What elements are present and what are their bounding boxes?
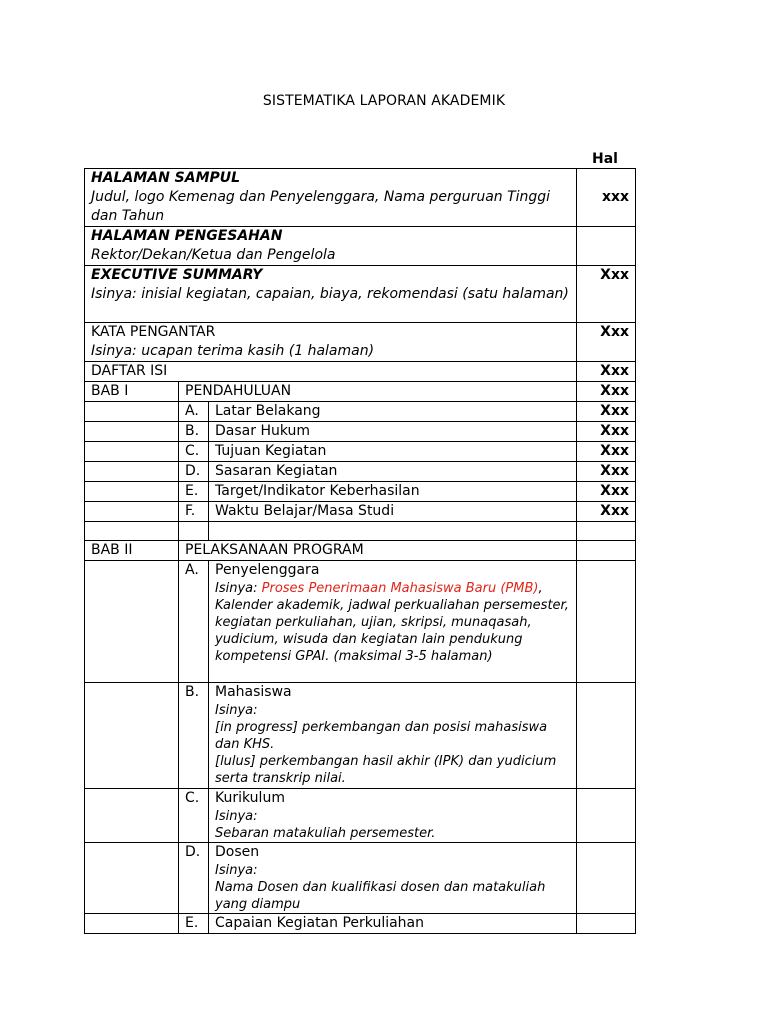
item-desc-prefix: Isinya: xyxy=(215,581,262,596)
bab2-label: BAB II xyxy=(85,541,179,561)
item-desc-line: Nama Dosen dan kualifikasi dosen dan matakuliah yang diampu xyxy=(215,880,546,912)
executive-summary-cell xyxy=(85,266,577,323)
item-letter: A. xyxy=(179,402,209,422)
item-page xyxy=(577,789,636,843)
item-text: Target/Indikator Keberhasilan xyxy=(209,482,577,502)
toc-row-bab2 xyxy=(85,541,636,561)
table-row xyxy=(85,789,636,843)
item-text: Dasar Hukum xyxy=(209,422,577,442)
empty-cell xyxy=(85,502,179,522)
item-page: Xxx xyxy=(577,482,636,502)
halaman-sampul-cell xyxy=(85,169,577,227)
toc-table xyxy=(84,168,636,934)
executive-summary-heading: EXECUTIVE SUMMARY xyxy=(91,267,263,283)
item-text: Kurikulum xyxy=(215,790,285,806)
item-desc-highlight: Proses Penerimaan Mahasiswa Baru (PMB) xyxy=(261,581,539,596)
item-text: Tujuan Kegiatan xyxy=(209,442,577,462)
item-desc-line: Sebaran matakuliah persemester. xyxy=(215,826,436,841)
item-page xyxy=(577,843,636,914)
blank-row xyxy=(85,522,636,541)
item-text: Dosen xyxy=(215,844,260,860)
item-page: Xxx xyxy=(577,422,636,442)
empty-cell xyxy=(577,522,636,541)
table-row xyxy=(85,843,636,914)
bab1-title: PENDAHULUAN xyxy=(179,382,577,402)
table-row xyxy=(85,442,636,462)
table-row xyxy=(85,482,636,502)
toc-row-bab1 xyxy=(85,382,636,402)
daftar-isi-heading: DAFTAR ISI xyxy=(85,362,577,382)
item-text-cell xyxy=(209,789,577,843)
kata-pengantar-desc: Isinya: ucapan terima kasih (1 halaman) xyxy=(91,343,375,359)
halaman-sampul-page: xxx xyxy=(577,169,636,227)
empty-cell xyxy=(209,522,577,541)
bab2-page xyxy=(577,541,636,561)
item-desc-rest: , Kalender akademik, jadwal perkualiahan persemester, kegiatan perkuliahan, ujian, skripsi, munaqasah, yudicium, wisuda dan kegiatan lain pendukung kompetensi GPAI. (maksimal 3-5 halaman) xyxy=(215,581,569,664)
item-letter: E. xyxy=(179,482,209,502)
item-text: Waktu Belajar/Masa Studi xyxy=(209,502,577,522)
table-row xyxy=(85,683,636,789)
halaman-pengesahan-cell xyxy=(85,227,577,266)
page-column-header: Hal xyxy=(592,151,618,167)
halaman-sampul-desc: Judul, logo Kemenag dan Penyelenggara, Nama perguruan Tinggi dan Tahun xyxy=(91,189,551,224)
item-page xyxy=(577,683,636,789)
bab1-label: BAB I xyxy=(85,382,179,402)
item-desc-line: Isinya: xyxy=(215,863,258,878)
item-letter: C. xyxy=(179,789,209,843)
item-page xyxy=(577,914,636,934)
item-desc-line: [in progress] perkembangan dan posisi mahasiswa dan KHS. xyxy=(215,720,548,752)
item-text: Capaian Kegiatan Perkuliahan xyxy=(209,914,577,934)
item-letter: F. xyxy=(179,502,209,522)
table-row xyxy=(85,422,636,442)
item-desc xyxy=(215,580,570,665)
empty-cell xyxy=(85,462,179,482)
empty-cell xyxy=(85,422,179,442)
item-letter: B. xyxy=(179,683,209,789)
halaman-pengesahan-heading: HALAMAN PENGESAHAN xyxy=(91,228,283,244)
item-letter: D. xyxy=(179,462,209,482)
empty-cell xyxy=(85,914,179,934)
toc-row-executive-summary xyxy=(85,266,636,323)
table-row xyxy=(85,502,636,522)
empty-cell xyxy=(85,482,179,502)
kata-pengantar-heading: KATA PENGANTAR xyxy=(91,324,216,340)
empty-cell xyxy=(179,522,209,541)
bab1-page: Xxx xyxy=(577,382,636,402)
empty-cell xyxy=(85,561,179,683)
halaman-sampul-heading: HALAMAN SAMPUL xyxy=(91,170,241,186)
item-page xyxy=(577,561,636,683)
item-letter: C. xyxy=(179,442,209,462)
empty-cell xyxy=(85,522,179,541)
daftar-isi-page: Xxx xyxy=(577,362,636,382)
empty-cell xyxy=(85,843,179,914)
toc-row-daftar-isi xyxy=(85,362,636,382)
empty-cell xyxy=(85,789,179,843)
item-text-cell xyxy=(209,561,577,683)
document-title: SISTEMATIKA LAPORAN AKADEMIK xyxy=(262,93,506,109)
table-row xyxy=(85,402,636,422)
item-text: Mahasiswa xyxy=(215,684,292,700)
item-page: Xxx xyxy=(577,442,636,462)
item-page: Xxx xyxy=(577,462,636,482)
kata-pengantar-cell xyxy=(85,323,577,362)
item-desc-line: Isinya: xyxy=(215,809,258,824)
item-desc-line: [lulus] perkembangan hasil akhir (IPK) dan yudicium serta transkrip nilai. xyxy=(215,754,557,786)
item-text: Latar Belakang xyxy=(209,402,577,422)
empty-cell xyxy=(85,442,179,462)
item-page: Xxx xyxy=(577,502,636,522)
toc-row-kata-pengantar xyxy=(85,323,636,362)
item-text-cell xyxy=(209,683,577,789)
item-text: Penyelenggara xyxy=(215,562,320,578)
empty-cell xyxy=(85,402,179,422)
halaman-pengesahan-desc: Rektor/Dekan/Ketua dan Pengelola xyxy=(91,247,336,263)
item-text: Sasaran Kegiatan xyxy=(209,462,577,482)
item-letter: A. xyxy=(179,561,209,683)
toc-row-halaman-sampul xyxy=(85,169,636,227)
item-text-cell xyxy=(209,843,577,914)
table-row xyxy=(85,561,636,683)
toc-row-halaman-pengesahan xyxy=(85,227,636,266)
empty-cell xyxy=(85,683,179,789)
executive-summary-page: Xxx xyxy=(577,266,636,323)
item-letter: D. xyxy=(179,843,209,914)
item-desc-line: Isinya: xyxy=(215,703,258,718)
item-letter: E. xyxy=(179,914,209,934)
bab2-title: PELAKSANAAN PROGRAM xyxy=(179,541,577,561)
table-row xyxy=(85,462,636,482)
item-page: Xxx xyxy=(577,402,636,422)
executive-summary-desc: Isinya: inisial kegiatan, capaian, biaya, rekomendasi (satu halaman) xyxy=(91,286,569,302)
item-letter: B. xyxy=(179,422,209,442)
table-row xyxy=(85,914,636,934)
kata-pengantar-page: Xxx xyxy=(577,323,636,362)
halaman-pengesahan-page xyxy=(577,227,636,266)
